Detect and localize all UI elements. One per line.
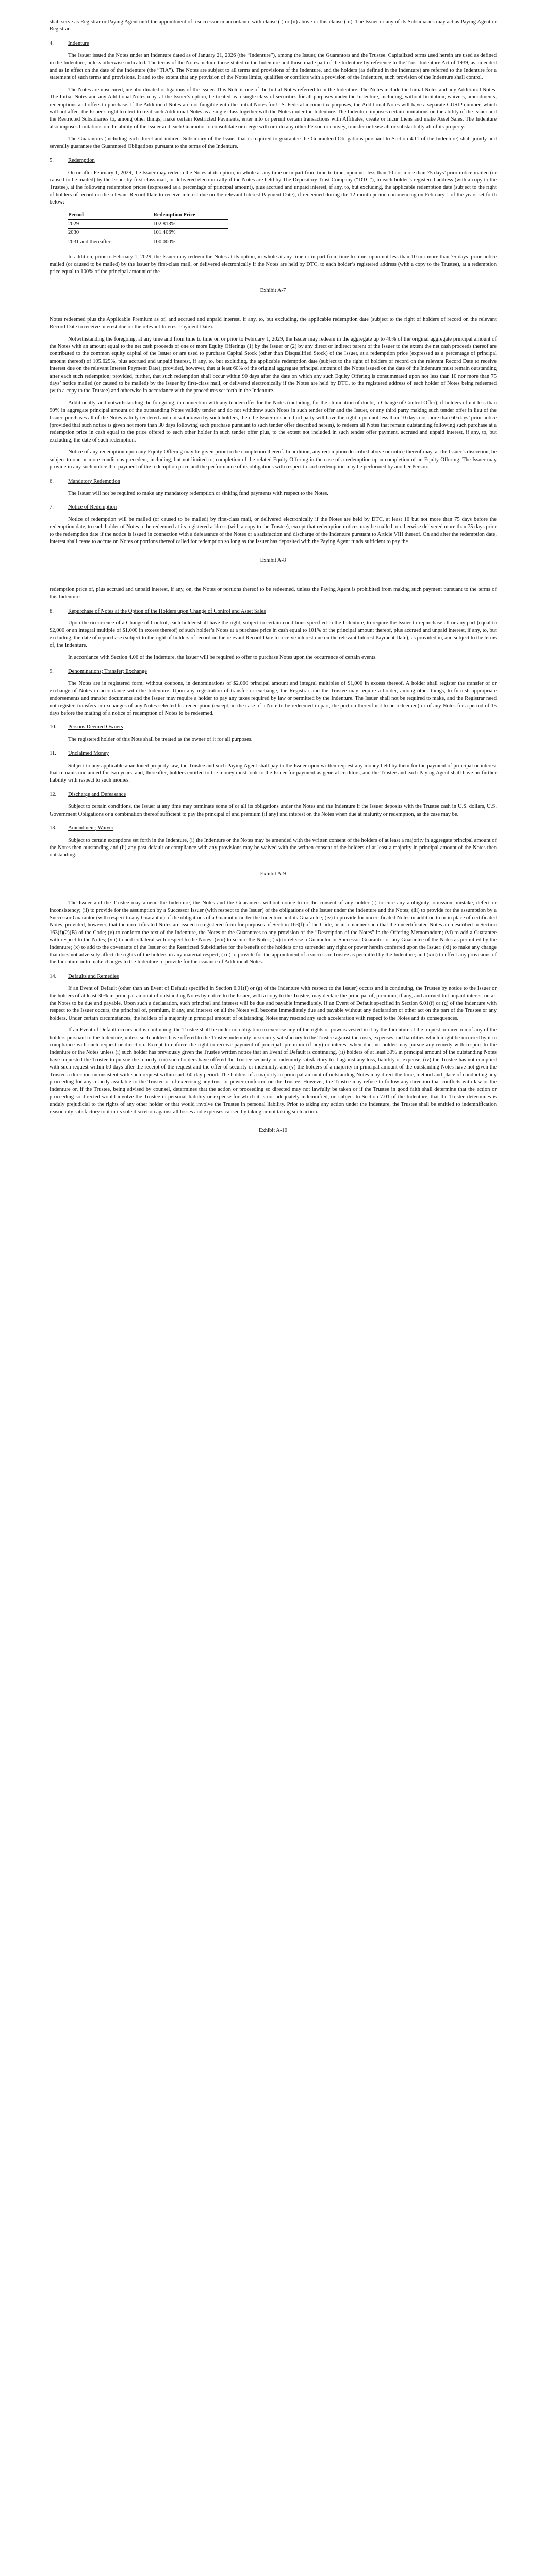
section-number: 4. [50,40,54,46]
paragraph: The Issuer issued the Notes under an Indenture dated as of January 21, 2026 (the “Indenture”), among the Issuer, the Guarantors and the Trustee. Capitalized terms used herein are used as defined in the Indenture, unless otherwise indicated. The terms of the Notes include those stated in the Indenture and those made part of the Indenture by reference to the Trust Indenture Act of 1939, as amended and as in effect on the date of the Indenture (the “TIA”). The Notes are subject to all terms and provisions of the Indenture, and the holders (as defined in the Indenture) are referred to the Indenture for a statement of such terms and provisions. If and to the extent that any provision of the Notes limits, qualifies or conflicts with a provision of the Indenture, such provision of the Indenture shall control. [50,53,497,81]
section-heading-discharge [50,791,497,799]
paragraph: Subject to certain conditions, the Issuer at any time may terminate some of or all its obligations under the Notes and the Indenture if the Issuer deposits with the Trustee cash in U.S. dollars, U.S. Government Obligations or a combination thereof sufficient to pay the principal of and premium (if any) and interest on the Notes when due at maturity or redemption, as the case may be. [50,804,497,817]
paragraph: The Notes are in registered form, without coupons, in denominations of $2,000 principal amount and integral multiples of $1,000 in excess thereof. A holder shall register the transfer of or exchange of Notes in accordance with the Indenture. Upon any registration of transfer or exchange, the Registrar and the Trustee may require a holder, among other things, to furnish appropriate endorsements and transfer documents and the Issuer may require a holder to pay any taxes required by law or permitted by the Indenture. The Issuer shall not be required to make, and the Registrar need not register, transfers or exchanges of any Notes selected for redemption (except, in the case of a Note to be redeemed in part, the portion thereof not to be redeemed) or of any Notes for a period of 15 days before the mailing of a notice of redemption of Notes to be redeemed. [50,681,497,717]
paragraph: Subject to any applicable abandoned property law, the Trustee and such Paying Agent shall pay to the Issuer upon written request any money held by them for the payment of principal or interest that remains unclaimed for two years, and, thereafter, holders entitled to the money must look to the Issuer for payment as general creditors, and the Trustee and each Paying Agent shall have no further liability with respect to such monies. [50,762,497,784]
section-number: 14. [50,973,57,979]
section-title: Unclaimed Money [68,751,109,757]
column-header-redemption-price: Redemption Price [153,212,195,218]
section-heading-unclaimed-money [50,750,497,757]
section-number: 8. [50,608,54,614]
section-number: 7. [50,504,54,511]
paragraph: If an Event of Default occurs and is continuing, the Trustee shall be under no obligation to exercise any of the rights or powers vested in it by the Indenture at the request or direction of any of the holders pursuant to the Indenture, unless such holders have offered to the Trustee indemnity or security satisfactory to the Trustee against the costs, expenses and liabilities which might be incurred by it in compliance with such request or direction. Except to enforce the right to receive payment of principal, premium (if any) or interest when due, no holder may pursue any remedy with respect to the Indenture or the Notes unless (i) such holder has previously given the Trustee written notice that an Event of Default is continuing, (ii) holders of at least 30% in principal amount of the outstanding Notes have requested the Trustee to pursue the remedy, (iii) such holders have offered the Trustee security or indemnity satisfactory to it against any loss, liability or expense, (iv) the Trustee has not complied with such request within 60 days after the receipt of the request and the offer of security or indemnity, and (v) the holders of a majority in principal amount of the outstanding Notes have not given the Trustee a direction inconsistent with such request within such 60-day period. The holders of a majority in principal amount of outstanding Notes may direct the time, method and place of conducting any proceeding for any remedy available to the Trustee or of exercising any trust or power conferred on the Trustee. However, the Trustee may refuse to follow any direction that conflicts with law or the Indenture or, if the Trustee, being advised by counsel, determines that the action or proceeding so directed may not lawfully be taken or if the Trustee in good faith shall determine that the action or proceeding so directed would involve the Trustee in personal liability or expense for which it is not adequately indemnified, or, subject to Section 7.01 of the Indenture, that the Trustee determines is unduly prejudicial to the rights of any other holder or that would involve the Trustee in personal liability. Prior to taking any action under the Indenture, the Trustee shall be entitled to indemnification reasonably satisfactory to it in its sole discretion against all losses and expenses caused by taking or not taking such action. [50,1027,497,1115]
section-number: 10. [50,724,57,731]
page-footer-exhibit: Exhibit A-10 [258,1128,288,1134]
table-row [68,238,228,246]
table-header-row [68,211,228,220]
section-title: Redemption [68,158,95,164]
paragraph: Subject to certain exceptions set forth in the Indenture, (i) the Indenture or the Notes may be amended with the written consent of the holders of at least a majority in aggregate principal amount of the Notes then outstanding and (ii) any past default or compliance with any provisions may be waived with the written consent of the holders of at least a majority in principal amount of the Notes then outstanding. [50,837,497,858]
paragraph: Notwithstanding the foregoing, at any time and from time to time on or prior to February 1, 2029, the Issuer may redeem in the aggregate up to 40% of the original aggregate principal amount of the Notes with an amount equal to the net cash proceeds of one or more Equity Offerings (1) by the Issuer or (2) by any direct or indirect parent of the Issuer to the extent the net cash proceeds thereof are contributed to the common equity capital of the Issuer or are used to purchase Capital Stock (other than Disqualified Stock) of the Issuer, at a redemption price (expressed as a percentage of principal amount thereof) of 105.625%, plus accrued and unpaid interest, if any, to, but excluding, the applicable redemption date (subject to the right of holders of record on the relevant Record Date to receive interest due on the relevant Interest Payment Date); provided, however, that at least 60% of the original aggregate principal amount of the Notes issued on the date of the Indenture must remain outstanding after each such redemption; provided, further, that such redemption shall occur within 90 days after the date on which any such Equity Offering is consummated upon not less than 10 nor more than 75 days’ notice mailed (or caused to be mailed) by the Issuer by first-class mail, or delivered electronically if the Notes are held by DTC, to the registered address of each holder of Notes being redeemed (with a copy to the Trustee) and otherwise in accordance with the procedures set forth in the Indenture. [50,336,497,394]
paragraph: Notice of redemption will be mailed (or caused to be mailed) by first-class mail, or delivered electronically if the Notes are held by DTC, at least 10 but not more than 75 days before the redemption date, to each holder of Notes to be redeemed at its registered address (with a copy to the Trustee), except that redemption notices may be mailed or otherwise delivered more than 75 days prior to the redemption date if the notice is issued in connection with a defeasance of the Notes or a satisfaction and discharge of the Indenture pursuant to Article VIII thereof. On and after the redemption date, interest shall cease to accrue on Notes or portions thereof called for redemption so long as the Issuer has deposited with the Paying Agent funds sufficient to pay the [50,516,497,545]
section-title: Denominations; Transfer; Exchange [68,669,147,674]
period-cell: 2029 [68,219,133,228]
redemption-price-table [68,211,228,247]
section-number: 11. [50,751,56,757]
section-heading-mandatory-redemption [50,478,497,485]
section-title: Amendment; Waiver [68,825,114,832]
paragraph: On or after February 1, 2029, the Issuer may redeem the Notes at its option, in whole at any time or in part from time to time, upon not less than 10 nor more than 75 days’ prior notice mailed (or caused to be mailed) by the Issuer by first-class mail, or delivered electronically if the Notes are held by The Depository Trust Company (“DTC”), to each holder’s registered address (with a copy to the Trustee), at the following redemption prices (expressed as a percentage of principal amount), plus accrued and unpaid interest, if any, to, but excluding, the applicable redemption date (subject to the right of holders of record on the relevant Record Date to receive interest due on the relevant Interest Payment Date), if redeemed during the 12-month period commencing on February 1 of the years set forth below: [50,170,497,206]
section-heading-indenture [50,40,497,47]
table-row [68,219,228,228]
section-title: Repurchase of Notes at the Option of the Holders upon Change of Control and Asset Sales [68,608,266,614]
table-row [68,229,228,238]
paragraph: Notes redeemed plus the Applicable Premium as of, and accrued and unpaid interest, if any, to, but excluding, the applicable redemption date (subject to the right of holders of record on the relevant Record Date to receive interest due on the relevant Interest Payment Date). [50,316,497,330]
section-title: Notice of Redemption [68,504,117,511]
period-cell: 2030 [68,229,133,238]
section-title: Defaults and Remedies [68,973,119,979]
section-number: 5. [50,158,54,164]
paragraph: In addition, prior to February 1, 2029, the Issuer may redeem the Notes at its option, in whole at any time or in part from time to time, upon not less than 10 nor more than 75 days’ prior notice mailed (or caused to be mailed) by the Issuer by first-class mail, or delivered electronically if the Notes are held by DTC, to each holder’s registered address (with a copy to the Trustee), at a redemption price equal to 100% of the principal amount of the [50,254,497,275]
column-header-period: Period [68,212,84,218]
page-a7 [50,19,497,295]
paragraph: shall serve as Registrar or Paying Agent until the appointment of a successor in accordance with clause (i) or (ii) above or this clause (iii). The Issuer or any of its Subsidiaries may act as Paying Agent or Registrar. [50,19,497,32]
paragraph: If an Event of Default (other than an Event of Default specified in Section 6.01(f) or (g) of the Indenture with respect to the Issuer) occurs and is continuing, the Trustee by notice to the Issuer or the holders of at least 30% in principal amount of outstanding Notes by notice to the Issuer, with a copy to the Trustee, may declare the principal of, premium, if any, and accrued but unpaid interest on all the Notes to be due and payable. Upon such a declaration, such principal and interest will be due and payable immediately. If an Event of Default specified in Section 6.01(f) or (g) of the Indenture with respect to the Issuer occurs, the principal of, premium, if any, and interest on all the Notes will become immediately due and payable without any declaration or other act on the part of the Trustee or any holders. Under certain circumstances, the holders of a majority in principal amount of outstanding Notes may rescind any such acceleration with respect to the Notes and its consequences. [50,986,497,1021]
section-title: Indenture [68,40,89,46]
page-footer-exhibit: Exhibit A-8 [260,557,286,564]
section-heading-denominations [50,668,497,675]
section-title: Discharge and Defeasance [68,791,126,798]
price-cell: 102.813% [133,219,228,228]
paragraph: The registered holder of this Note shall be treated as the owner of it for all purposes. [68,736,253,742]
section-heading-defaults [50,973,497,980]
paragraph: redemption price of, plus accrued and unpaid interest, if any, on, the Notes or portions thereof to be redeemed, unless the Paying Agent is prohibited from making such payment pursuant to the terms of this Indenture. [50,586,497,600]
paragraph: Notice of any redemption upon any Equity Offering may be given prior to the completion thereof. In addition, any redemption described above or notice thereof may, at the Issuer’s discretion, be subject to one or more conditions precedent, including, but not limited to, completion of the related Equity Offering in the case of a redemption upon completion of an Equity Offering. The Issuer may provide in any such notice that payment of the redemption price and the performance of its obligations with respect to such redemption may be performed by another Person. [50,449,497,470]
page-footer-exhibit: Exhibit A-9 [260,871,286,877]
page-footer-exhibit: Exhibit A-7 [260,287,286,294]
section-number: 9. [50,669,54,674]
section-title: Persons Deemed Owners [68,724,123,731]
section-heading-amendment [50,825,497,832]
page-a9 [50,586,497,878]
paragraph: Additionally, and notwithstanding the foregoing, in connection with any tender offer for the Notes (including, for the elimination of doubt, a Change of Control Offer), if holders of not less than 90% in aggregate principal amount of the outstanding Notes validly tender and do not withdraw such Notes in such tender offer and the Issuer, or any third party making such tender offer in lieu of the Issuer, purchases all of the Notes validly tendered and not withdrawn by such holders, then the Issuer or such third party will have the right, upon not less than 10 days nor more than 60 days’ prior notice (provided that such notice is given not more than 30 days following such purchase pursuant to such tender offer described herein), to redeem all Notes that remain outstanding following such purchase at a redemption price in cash equal to the price offered to each other holder in such tender offer plus, to the extent not included in such tender offer payment, accrued and unpaid interest, if any, to, but excluding, the date of such redemption. [50,400,497,443]
paragraph: The Guarantors (including each direct and indirect Subsidiary of the Issuer that is required to guarantee the Guaranteed Obligations pursuant to Section 4.11 of the Indenture) shall jointly and severally guarantee the Guaranteed Obligations pursuant to the terms of the Indenture. [50,136,497,149]
section-title: Mandatory Redemption [68,478,120,484]
section-number: 6. [50,478,54,484]
section-number: 12. [50,791,57,798]
section-heading-persons-deemed-owners [50,724,497,731]
paragraph: The Issuer and the Trustee may amend the Indenture, the Notes and the Guarantees without notice to or the consent of any holder (i) to cure any ambiguity, omission, mistake, defect or inconsistency; (ii) to provide for the assumption by a Successor Issuer (with respect to the Issuer) of the obligations of the Issuer under the Indenture and the Notes; (iii) to provide for the assumption by a Successor Guarantor (with respect to any Guarantor) of the obligations of a Guarantor under the Indenture and its Guarantee; (iv) to provide for uncertificated Notes in addition to or in place of certificated Notes, provided, however, that the uncertificated Notes are issued in registered form for purposes of Section 163(f) of the Code, or in a manner such that the uncertificated Notes are described in Section 163(f)(2)(B) of the Code; (v) to conform the text of the Indenture, the Notes or the Guarantees to any provision of the “Description of the Notes” in the Offering Memorandum; (vi) to add a Guarantee with respect to the Notes; (vii) to add collateral with respect to the Notes; (viii) to secure the Notes; (ix) to release a Guarantor or Successor Guarantor or any Guarantee of the Notes as permitted by the Indenture; (x) to add to the covenants of the Issuer or the Restricted Subsidiaries for the benefit of the holders or to surrender any right or power herein conferred upon the Issuer; (xi) to make any change that does not adversely affect the rights of the holders in any material respect; (xii) to provide for the appointment of a successor Trustee as permitted by the Indenture; and (xiii) to effect any provisions of the Indenture or to make changes to the Indenture to provide for the issuance of Additional Notes. [50,900,497,965]
page-a8 [50,316,497,565]
price-cell: 101.406% [133,229,228,238]
section-number: 13. [50,825,57,832]
section-heading-repurchase [50,608,497,615]
paragraph: The Issuer will not be required to make any mandatory redemption or sinking fund payments with respect to the Notes. [68,490,328,496]
paragraph: The Notes are unsecured, unsubordinated obligations of the Issuer. This Note is one of the Initial Notes referred to in the Indenture. The Notes include the Initial Notes and any Additional Notes. The Initial Notes and any Additional Notes may, at the Issuer’s option, be treated as a single class of securities for all purposes under the Indenture, including, without limitation, waivers, amendments, redemptions and offers to purchase. If the Additional Notes are not fungible with the Initial Notes for U.S. Federal income tax purposes, the Additional Notes will have a separate CUSIP number, which will not affect the Issuer’s right to elect to treat such Additional Notes as a single class together with the Notes under the Indenture. The Indenture imposes certain limitations on the ability of the Issuer and the Restricted Subsidiaries to, among other things, make certain Restricted Payments, enter into or permit certain transactions with Affiliates, create or Incur Liens and make Asset Sales. The Indenture also imposes limitations on the ability of the Issuer and each Guarantor to consolidate or merge with or into any other Person or convey, transfer or lease all or substantially all of its property. [50,87,497,130]
price-cell: 100.000% [133,238,228,246]
paragraph: In accordance with Section 4.06 of the Indenture, the Issuer will be required to offer to purchase Notes upon the occurrence of certain events. [68,654,377,660]
section-heading-notice-of-redemption [50,504,497,511]
section-heading-redemption [50,157,497,164]
paragraph: Upon the occurrence of a Change of Control, each holder shall have the right, subject to certain conditions specified in the Indenture, to require the Issuer to repurchase all or any part (equal to $2,000 or an integral multiple of $1,000 in excess thereof) of such holder’s Notes at a purchase price in cash equal to 101% of the principal amount thereof, plus accrued and unpaid interest, if any, to, but excluding, the date of repurchase (subject to the right of holders of record on the relevant Record Date to receive interest due on the relevant Interest Payment Date), as provided in, and subject to the terms of, the Indenture. [50,620,497,649]
page-a10 [50,900,497,1134]
period-cell: 2031 and thereafter [68,238,133,246]
